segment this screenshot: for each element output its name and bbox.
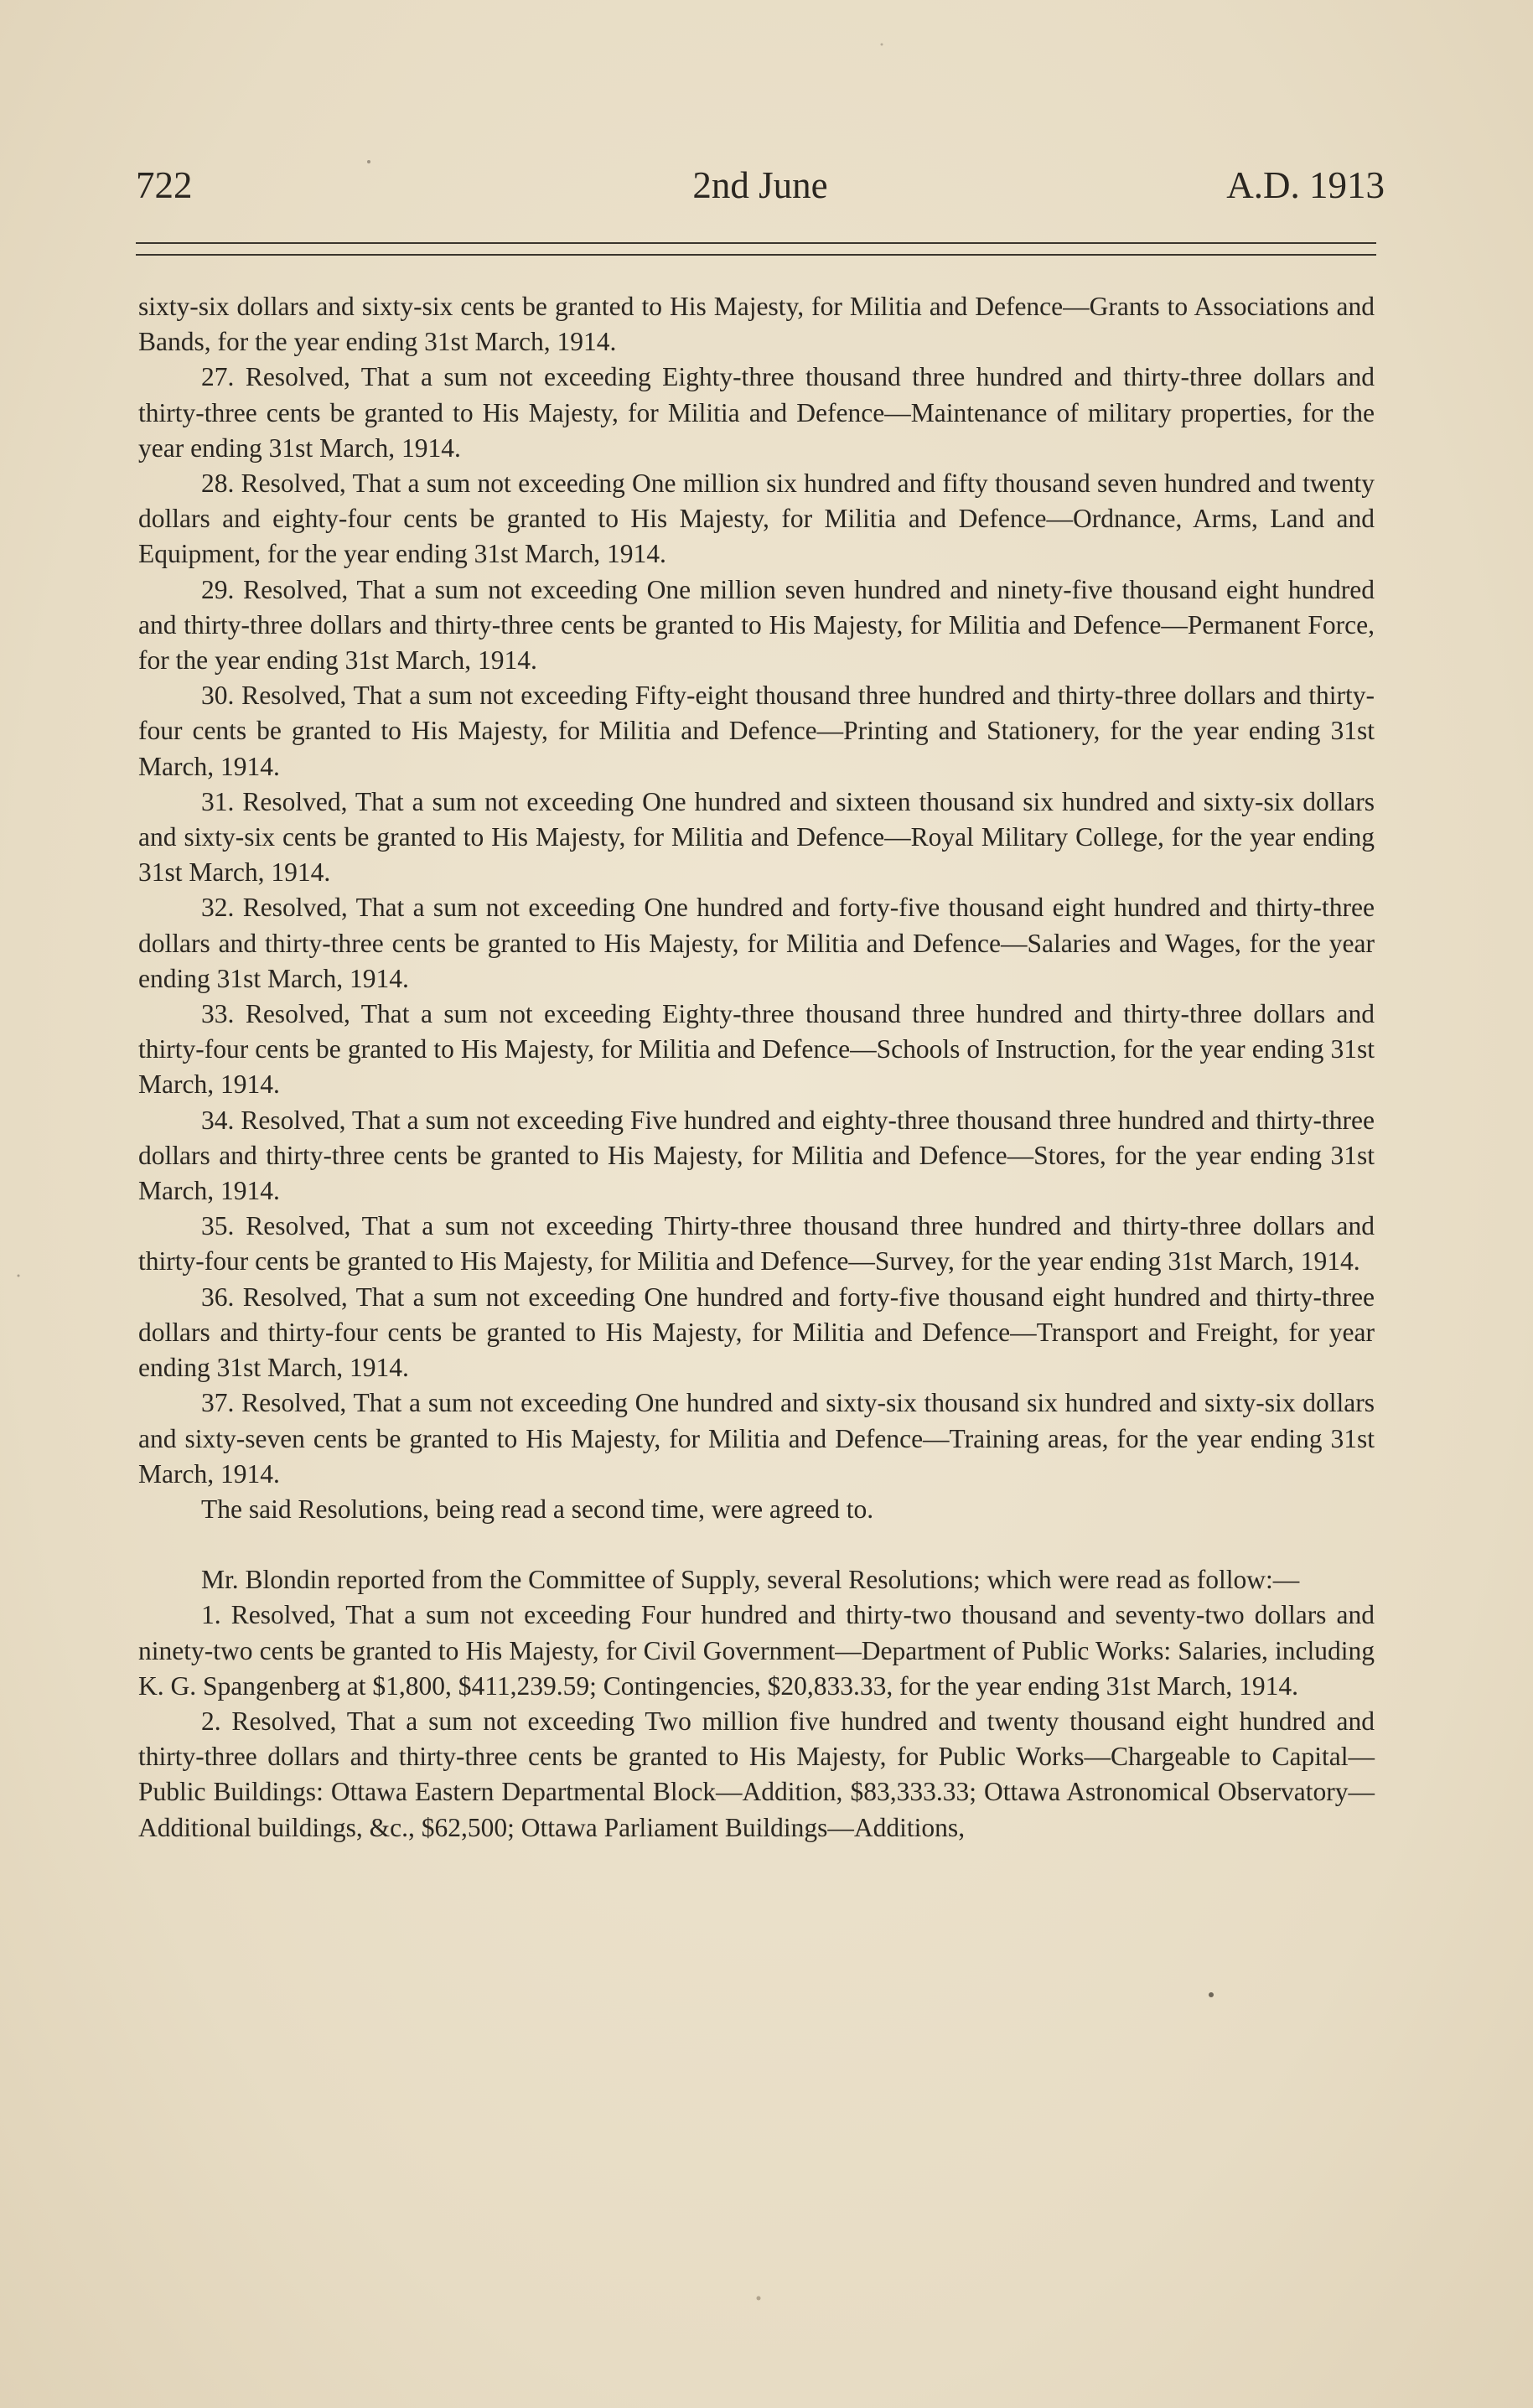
- resolution-2: 2. Resolved, That a sum not exceeding Two million five hundred and twenty thousand eight hundred and thirty-three dollars and thirty-three cents be granted to His Majesty, for Public Works—Chargeable to Capital—Public Buildings: Ottawa Eastern Departmental Block—Addition, $83,333.33; Ottawa Astronomical Observatory—Additional buildings, &c., $62,500; Ottawa Parliament Buildings—Additions,: [138, 1706, 1375, 1842]
- resolution-36: 36. Resolved, That a sum not exceeding One hundred and forty-five thousand eight hundred and thirty-three dollars and thirty-four cents be granted to His Majesty, for Militia and Defence—Transport and Freight, for year ending 31st March, 1914.: [138, 1282, 1375, 1383]
- page-number: 722: [136, 164, 193, 206]
- resolution-1: 1. Resolved, That a sum not exceeding Four hundred and thirty-two thousand and seventy-two dollars and ninety-two cents be granted to His Majesty, for Civil Government—Department of Public Works: Salaries, including K. G. Spangenberg at $1,800, $411,239.59; Contingencies, $20,833.33, for the year ending 31st March, 1914.: [138, 1600, 1375, 1701]
- resolution-35: 35. Resolved, That a sum not exceeding Thirty-three thousand three hundred and thirty-three dollars and thirty-four cents be granted to His Majesty, for Militia and Defence—Survey, for the year ending 31st March, 1914.: [138, 1211, 1375, 1276]
- committee-report: Mr. Blondin reported from the Committee of Supply, several Resolutions; which were read as follow:—: [201, 1565, 1300, 1595]
- resolution-37: 37. Resolved, That a sum not exceeding One hundred and sixty-six thousand six hundred and sixty-six dollars and sixty-seven cents be granted to His Majesty, for Militia and Defence—Training areas, for the year ending 31st March, 1914.: [138, 1388, 1375, 1489]
- resolution-31: 31. Resolved, That a sum not exceeding One hundred and sixteen thousand six hundred and sixty-six dollars and sixty-six cents be granted to His Majesty, for Militia and Defence—Royal Military College, for the year ending 31st March, 1914.: [138, 786, 1375, 888]
- resolution-32: 32. Resolved, That a sum not exceeding One hundred and forty-five thousand eight hundred and thirty-three dollars and thirty-three cents be granted to His Majesty, for Militia and Defence—Salaries and Wages, for the year ending 31st March, 1914.: [138, 893, 1375, 993]
- header-year: A.D. 1913: [1226, 164, 1385, 206]
- resolution-30: 30. Resolved, That a sum not exceeding Fifty-eight thousand three hundred and thirty-three dollars and thirty-four cents be granted to His Majesty, for Militia and Defence—Printing and Stationery, for the year ending 31st March, 1914.: [138, 681, 1375, 781]
- header-date: 2nd June: [692, 164, 828, 206]
- paragraph-continuation: sixty-six dollars and sixty-six cents be granted to His Majesty, for Militia and Defence—Grants to Associations and Bands, for the year ending 31st March, 1914.: [138, 292, 1375, 357]
- agreement-statement: The said Resolutions, being read a second time, were agreed to.: [201, 1494, 874, 1524]
- resolution-34: 34. Resolved, That a sum not exceeding Five hundred and eighty-three thousand three hundred and thirty-three dollars and thirty-three cents be granted to His Majesty, for Militia and Defence—Stores, for the year ending 31st March, 1914.: [138, 1105, 1375, 1206]
- resolution-27: 27. Resolved, That a sum not exceeding Eighty-three thousand three hundred and thirty-three dollars and thirty-three cents be granted to His Majesty, for Militia and Defence—Maintenance of military properties, for the year ending 31st March, 1914.: [138, 362, 1375, 463]
- resolution-29: 29. Resolved, That a sum not exceeding One million seven hundred and ninety-five thousand eight hundred and thirty-three dollars and thirty-three cents be granted to His Majesty, for Militia and Defence—Permanent Force, for the year ending 31st March, 1914.: [138, 574, 1375, 676]
- resolution-33: 33. Resolved, That a sum not exceeding Eighty-three thousand three hundred and thirty-three dollars and thirty-four cents be granted to His Majesty, for Militia and Defence—Schools of Instruction, for the year ending 31st March, 1914.: [138, 999, 1375, 1100]
- resolution-28: 28. Resolved, That a sum not exceeding One million six hundred and fifty thousand seven hundred and twenty dollars and eighty-four cents be granted to His Majesty, for Militia and Defence—Ordnance, Arms, Land and Equipment, for the year ending 31st March, 1914.: [138, 469, 1375, 569]
